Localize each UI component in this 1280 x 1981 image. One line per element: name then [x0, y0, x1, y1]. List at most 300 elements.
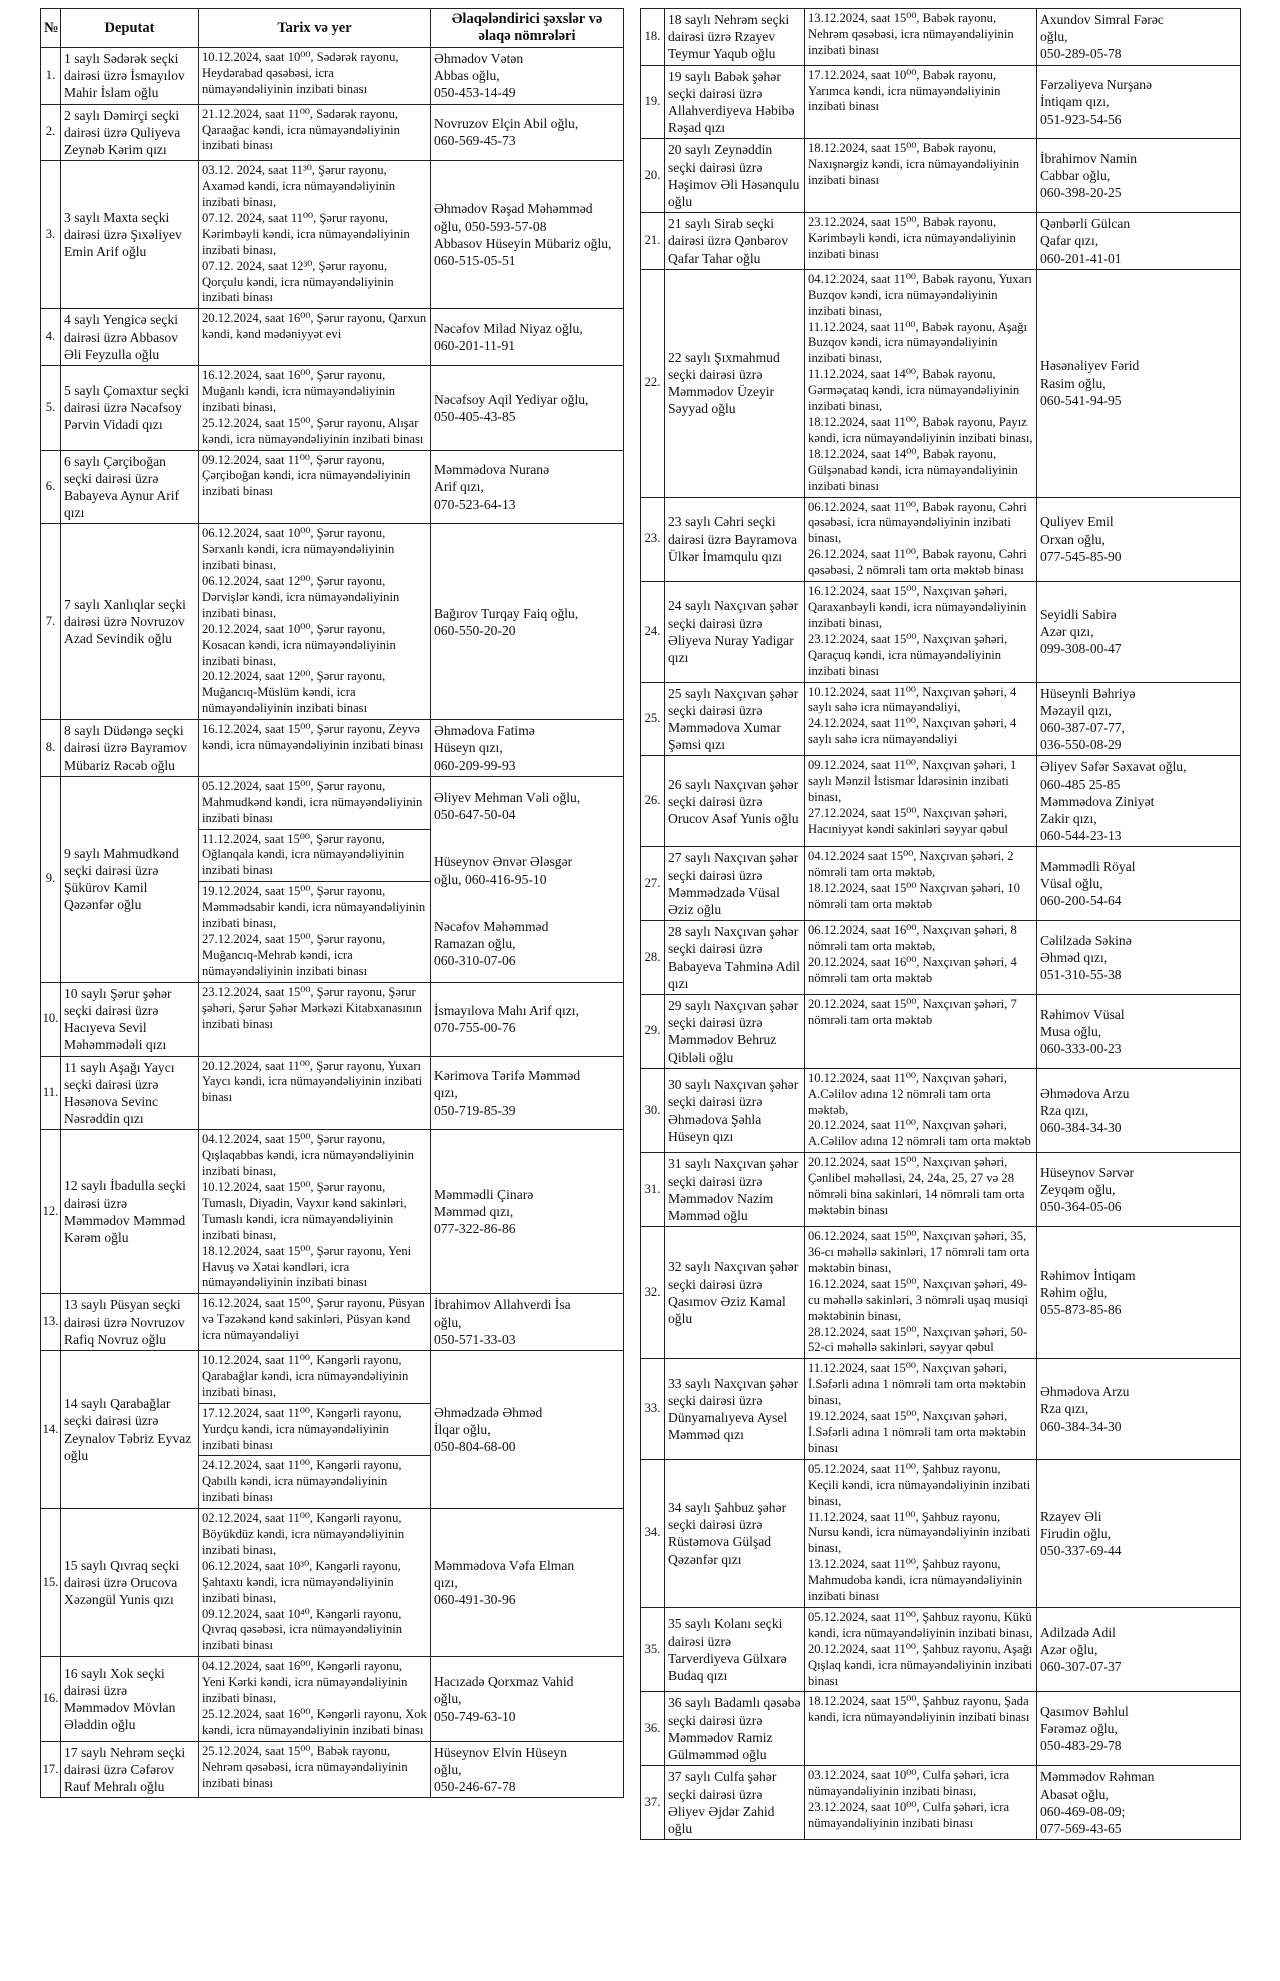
- contact-cell: [1037, 213, 1241, 270]
- contact-line: oğlu,: [1040, 29, 1068, 45]
- contact-line: 060-307-07-37: [1040, 1659, 1122, 1675]
- contact-group: [1040, 685, 1237, 754]
- contact-line: Hacızadə Qorxmaz Vahid: [434, 1674, 574, 1690]
- date-place-cell: [805, 847, 1037, 921]
- date-place-cell: [805, 1153, 1037, 1227]
- meeting-segment: [202, 311, 427, 343]
- meeting-segment: [202, 453, 427, 501]
- meeting-segment: [808, 11, 1033, 59]
- meeting-line: 20.12.2024, saat 11⁰⁰, Naxçıvan şəhəri, A.Cəlilov adına 12 nömrəli tam orta məktəb: [808, 1118, 1031, 1149]
- table-row: [641, 1607, 1241, 1692]
- contact-group: [434, 1067, 620, 1119]
- row-number: 4.: [41, 309, 61, 366]
- meeting-line: 17.12.2024, saat 10⁰⁰, Babək rayonu, Yarımca kəndi, icra nümayəndəliyinin inzibati binası: [808, 67, 1001, 114]
- contact-line: 050-289-05-78: [1040, 46, 1122, 62]
- meeting-segment: [202, 1296, 427, 1344]
- date-place-cell: [805, 1607, 1037, 1692]
- contact-cell: [1037, 1459, 1241, 1607]
- row-number: 32.: [641, 1227, 665, 1359]
- meeting-segment: [199, 881, 430, 979]
- meeting-line: 23.12.2024, saat 15⁰⁰, Naxçıvan şəhəri, Qaraçuq kəndi, icra nümayəndəliyinin inzibati binası: [808, 631, 1008, 678]
- meeting-line: 20.12.2024, saat 15⁰⁰, Naxçıvan şəhəri, 7 nömrəli tam orta məktəb: [808, 996, 1017, 1027]
- meeting-line: 27.12.2024, saat 15⁰⁰, Naxçıvan şəhəri, Hacıniyyət kəndi sakinləri səyyar qəbul: [808, 806, 1009, 836]
- contact-line: Rzayev Əli: [1040, 1508, 1102, 1524]
- date-place-cell: [805, 1459, 1037, 1607]
- contact-line: Məmmədova Vəfa Elman: [434, 1557, 575, 1573]
- contact-line: Məmmədova Ziniyət: [1040, 793, 1155, 809]
- contact-group: [434, 320, 620, 354]
- header-contact: Əlaqələndirici şəxslər və əlaqə nömrələri: [431, 9, 624, 48]
- table-row: [641, 1692, 1241, 1766]
- table-row: [41, 1741, 624, 1798]
- contact-line: 050-453-14-49: [434, 85, 516, 101]
- table-row: [41, 48, 624, 105]
- meeting-line: 18.12.2024, saat 15⁰⁰, Şahbuz rayonu, Şada kəndi, icra nümayəndəliyinin inzibati binası: [808, 1694, 1030, 1725]
- contact-line: Əhmədov Vətən: [434, 51, 524, 66]
- contact-line: Nəcəfov Məhəmməd: [434, 918, 549, 934]
- row-number: 8.: [41, 720, 61, 777]
- contact-cell: [1037, 1359, 1241, 1459]
- deputy-cell: 37 saylı Culfa şəhər seçki dairəsi üzrə Əliyev Əjdər Zahid oğlu: [665, 1766, 805, 1840]
- contact-line: Azər qızı,: [1040, 624, 1094, 640]
- contact-line: 060-200-54-64: [1040, 893, 1122, 909]
- row-number: 33.: [641, 1359, 665, 1459]
- contact-cell: [431, 161, 624, 309]
- date-place-cell: [805, 921, 1037, 995]
- row-number: 23.: [641, 497, 665, 582]
- row-number: 2.: [41, 104, 61, 161]
- contact-line: Orxan oğlu,: [1040, 531, 1105, 547]
- date-place-cell: [199, 309, 431, 366]
- contact-line: 077-322-86-86: [434, 1221, 516, 1237]
- date-place-cell: [805, 1227, 1037, 1359]
- contact-line: 060-201-11-91: [434, 338, 516, 354]
- meeting-segment: [202, 1132, 427, 1291]
- table-row: [641, 847, 1241, 921]
- date-place-cell: [805, 582, 1037, 682]
- table-row: [41, 1056, 624, 1130]
- contact-line: 060-569-45-73: [434, 133, 516, 149]
- contact-line: 060-485 25-85: [1040, 776, 1121, 792]
- deputy-cell: 1 saylı Sədərək seçki dairəsi üzrə İsmayılov Mahir İslam oğlu: [61, 48, 199, 105]
- contact-line: Rasim oğlu,: [1040, 375, 1106, 391]
- contact-line: oğlu,: [434, 1691, 462, 1707]
- contact-cell: [1037, 921, 1241, 995]
- contact-cell: [1037, 1766, 1241, 1840]
- date-place-cell: [805, 682, 1037, 756]
- meeting-line: 20.12.2024, saat 16⁰⁰, Naxçıvan şəhəri, 4 nömrəli tam orta məktəb: [808, 954, 1017, 985]
- contact-cell: [1037, 1068, 1241, 1153]
- contact-line: Hüseyn qızı,: [434, 740, 503, 756]
- row-number: 24.: [641, 582, 665, 682]
- table-row: [641, 756, 1241, 847]
- meeting-segment: [808, 685, 1033, 749]
- contact-line: Əliyev Səfər Səxavət oğlu,: [1040, 759, 1187, 775]
- meeting-line: 20.12.2024, saat 11⁰⁰, Şərur rayonu, Yuxarı Yaycı kəndi, icra nümayəndəliyinin inzibati binası: [202, 1058, 423, 1105]
- deputy-cell: 29 saylı Naxçıvan şəhər seçki dairəsi üzrə Məmmədov Behruz Qibləli oğlu: [665, 994, 805, 1068]
- contact-line: Əhmədova Arzu: [1040, 1384, 1130, 1400]
- deputy-cell: 21 saylı Sirab seçki dairəsi üzrə Qənbərov Qafar Tahar oğlu: [665, 213, 805, 270]
- contact-line: Rəhimov İntiqam: [1040, 1267, 1136, 1283]
- table-row: [41, 524, 624, 720]
- meeting-segment: [808, 1462, 1033, 1605]
- contact-line: 099-308-00-47: [1040, 641, 1122, 657]
- meeting-segment: [808, 997, 1033, 1029]
- contact-line: 050-483-29-78: [1040, 1738, 1122, 1754]
- contact-line: 050-647-50-04: [434, 807, 516, 823]
- contact-line: 070-523-64-13: [434, 496, 516, 512]
- contact-line: 060-387-07-77,: [1040, 719, 1125, 735]
- meeting-segment: [808, 584, 1033, 679]
- contact-cell: [431, 776, 624, 982]
- table-row: [41, 365, 624, 450]
- contact-line: 060-469-08-09;: [1040, 1803, 1126, 1819]
- meeting-line: 04.12.2024, saat 11⁰⁰, Babək rayonu, Yuxarı Buzqov kəndi, icra nümayəndəliyinin inzibati binası,: [808, 271, 1032, 318]
- meeting-line: 09.12.2024, saat 11⁰⁰, Naxçıvan şəhəri, 1 saylı Mənzil İstismar İdarəsinin inzibati binası,: [808, 758, 1017, 805]
- meeting-segment: [808, 141, 1033, 189]
- date-place-cell: [199, 1509, 431, 1657]
- contact-line: 050-246-67-78: [434, 1779, 516, 1795]
- meeting-line: 18.12.2024, saat 15⁰⁰ Naxçıvan şəhəri, 10 nömrəli tam orta məktəb: [808, 881, 1020, 912]
- contact-cell: [431, 1509, 624, 1657]
- contact-line: Məmməd qızı,: [434, 1204, 514, 1220]
- row-number: 5.: [41, 365, 61, 450]
- meeting-line: 19.12.2024, saat 15⁰⁰, Şərur rayonu, Məmmədsabir kəndi, icra nümayəndəliyinin inzibati binası,: [202, 884, 426, 931]
- contact-cell: [1037, 1153, 1241, 1227]
- meeting-segment: [808, 923, 1033, 987]
- meeting-segment: [808, 1361, 1033, 1456]
- contact-line: Axundov Simral Fərəc: [1040, 12, 1164, 27]
- contact-cell: [1037, 847, 1241, 921]
- deputy-cell: 8 saylı Düdəngə seçki dairəsi üzrə Bayramov Mübariz Rəcəb oğlu: [61, 720, 199, 777]
- contact-line: Quliyev Emil: [1040, 514, 1114, 530]
- contact-group: [1040, 1624, 1237, 1676]
- row-number: 18.: [641, 9, 665, 66]
- row-number: 20.: [641, 139, 665, 213]
- contact-line: Nəcəfov Milad Niyaz oğlu,: [434, 320, 583, 336]
- deputy-cell: 13 saylı Püsyan seçki dairəsi üzrə Novruzov Rafiq Novruz oğlu: [61, 1294, 199, 1351]
- row-number: 37.: [641, 1766, 665, 1840]
- contact-line: 077-545-85-90: [1040, 548, 1122, 564]
- table-row: [641, 682, 1241, 756]
- row-number: 13.: [41, 1294, 61, 1351]
- contact-cell: [431, 1056, 624, 1130]
- meeting-segment: [202, 50, 427, 98]
- contact-line: Bağırov Turqay Faiq oğlu,: [434, 605, 579, 621]
- contact-group: [434, 115, 620, 149]
- row-number: 35.: [641, 1607, 665, 1692]
- contact-line: Arif qızı,: [434, 479, 484, 495]
- contact-line: 060-491-30-96: [434, 1592, 516, 1608]
- deputy-cell: 22 saylı Şıxmahmud seçki dairəsi üzrə Məmmədov Üzeyir Səyyad oğlu: [665, 269, 805, 497]
- contact-group: [434, 1744, 620, 1796]
- contact-line: 050-804-68-00: [434, 1439, 516, 1455]
- contact-line: Məmmədli Çinarə: [434, 1187, 534, 1203]
- row-number: 21.: [641, 213, 665, 270]
- deputy-cell: 6 saylı Çərçiboğan seçki dairəsi üzrə Babayeva Aynur Arif qızı: [61, 450, 199, 524]
- meeting-line: 05.12.2024, saat 11⁰⁰, Şahbuz rayonu, Keçili kəndi, icra nümayəndəliyinin inzibati binası,: [808, 1461, 1031, 1508]
- date-place-cell: [199, 450, 431, 524]
- row-number: 22.: [641, 269, 665, 497]
- table-row: [641, 921, 1241, 995]
- contact-line: Musa oğlu,: [1040, 1023, 1102, 1039]
- contact-line: Nəcəfsoy Aqil Yediyar oğlu,: [434, 391, 589, 407]
- row-number: 11.: [41, 1056, 61, 1130]
- contact-line: Əhmədova Arzu: [1040, 1085, 1130, 1101]
- date-place-cell: [805, 1692, 1037, 1766]
- row-number: 28.: [641, 921, 665, 995]
- contact-cell: [1037, 1227, 1241, 1359]
- table-row: [41, 1350, 624, 1508]
- meeting-line: 11.12.2024, saat 15⁰⁰, Şərur rayonu, Oğlanqala kəndi, icra nümayəndəliyinin inzibati binası: [202, 831, 405, 878]
- date-place-cell: [199, 776, 431, 982]
- row-number: 31.: [641, 1153, 665, 1227]
- meeting-segment: [202, 1059, 427, 1107]
- date-place-cell: [199, 48, 431, 105]
- meeting-line: 07.12. 2024, saat 12³⁰, Şərur rayonu, Qorçulu kəndi, icra nümayəndəliyinin inzibati binası: [202, 258, 394, 305]
- contact-line: 050-571-33-03: [434, 1331, 516, 1347]
- table-row: [641, 65, 1241, 139]
- deputy-cell: 16 saylı Xok seçki dairəsi üzrə Məmmədov Mövlan Ələddin oğlu: [61, 1657, 199, 1742]
- contact-line: Məmmədova Nuranə: [434, 462, 550, 478]
- date-place-cell: [805, 213, 1037, 270]
- meeting-segment: [199, 829, 430, 880]
- contact-line: 060-550-20-20: [434, 622, 516, 638]
- contact-line: 060-544-23-13: [1040, 828, 1122, 844]
- contact-line: 060-209-99-93: [434, 757, 516, 773]
- meeting-line: 06.12.2024, saat 10³⁰, Kəngərli rayonu, Şahtaxtı kəndi, icra nümayəndəliyinin inzibati binası,: [202, 1558, 401, 1605]
- contact-cell: [1037, 582, 1241, 682]
- schedule-table-left: [40, 8, 624, 1798]
- meeting-segment: [808, 1229, 1033, 1356]
- table-right-column: [640, 8, 1240, 1840]
- contact-line: Qafar qızı,: [1040, 233, 1099, 249]
- date-place-cell: [199, 1350, 431, 1508]
- contact-line: 060-384-34-30: [1040, 1120, 1122, 1136]
- row-number: 6.: [41, 450, 61, 524]
- contact-cell: [431, 1294, 624, 1351]
- contact-group: [1040, 606, 1237, 658]
- contact-cell: [431, 720, 624, 777]
- header-place: Tarix və yer: [199, 9, 431, 48]
- deputy-cell: 33 saylı Naxçıvan şəhər seçki dairəsi üzrə Dünyamalıyeva Aysel Məmməd qızı: [665, 1359, 805, 1459]
- contact-group: [434, 789, 620, 823]
- contact-line: Əliyev Mehman Vəli oğlu,: [434, 790, 581, 806]
- meeting-segment: [202, 1511, 427, 1654]
- contact-line: Həsənəliyev Fərid: [1040, 358, 1140, 374]
- meeting-line: 10.12.2024, saat 11⁰⁰, Kəngərli rayonu, Qarabağlar kəndi, icra nümayəndəliyinin inzibati binası,: [202, 1352, 409, 1399]
- contact-cell: [431, 1657, 624, 1742]
- meeting-line: 25.12.2024, saat 15⁰⁰, Babək rayonu, Nehrəm qəsəbəsi, icra nümayəndəliyinin inzibati binası: [202, 1743, 408, 1790]
- meeting-line: 11.12.2024, saat 15⁰⁰, Naxçıvan şəhəri, İ.Səfərli adına 1 nömrəli tam orta məktəbin binası,: [808, 1361, 1026, 1408]
- meeting-segment: [808, 1155, 1033, 1219]
- meeting-line: 13.12.2024, saat 15⁰⁰, Babək rayonu, Nehrəm qəsəbəsi, icra nümayəndəliyinin inzibati binası: [808, 11, 1014, 57]
- meeting-line: 07.12. 2024, saat 11⁰⁰, Şərur rayonu, Kərimbəyli kəndi, icra nümayəndəliyinin inzibati binası,: [202, 210, 410, 257]
- deputy-cell: 19 saylı Babək şəhər seçki dairəsi üzrə Allahverdiyeva Həbibə Rəşad qızı: [665, 65, 805, 139]
- row-number: 26.: [641, 756, 665, 847]
- contact-line: Hüseynov Sərvər: [1040, 1164, 1135, 1180]
- contact-line: Əhmədzadə Əhməd: [434, 1404, 543, 1420]
- meeting-line: 20.12.2024, saat 10⁰⁰, Şərur rayonu, Kosacan kəndi, icra nümayəndəliyinin inzibati binası,: [202, 621, 396, 668]
- contact-line: Məzayil qızı,: [1040, 702, 1112, 718]
- contact-group: [1040, 76, 1237, 128]
- contact-line: Hüseynov Ənvər Ələsgər: [434, 854, 573, 870]
- meeting-segment: [202, 1353, 427, 1401]
- table-row: [641, 1068, 1241, 1153]
- table-left-column: [40, 8, 623, 1798]
- meeting-segment: [202, 526, 427, 717]
- contact-cell: [1037, 497, 1241, 582]
- deputy-cell: 5 saylı Çomaxtur seçki dairəsi üzrə Nəcəfsoy Pərvin Vidadi qızı: [61, 365, 199, 450]
- date-place-cell: [805, 139, 1037, 213]
- table-row: [41, 1294, 624, 1351]
- contact-line: qızı,: [434, 1575, 458, 1591]
- contact-line: Rəhimov Vüsal: [1040, 1006, 1125, 1022]
- date-place-cell: [805, 756, 1037, 847]
- meeting-segment: [808, 272, 1033, 495]
- table-row: [41, 309, 624, 366]
- contact-line: 060-310-07-06: [434, 953, 516, 969]
- row-number: 14.: [41, 1350, 61, 1508]
- meeting-segment: [808, 758, 1033, 838]
- table-header-row: [41, 9, 624, 48]
- contact-cell: [431, 450, 624, 524]
- contact-line: Cəlilzadə Səkinə: [1040, 932, 1132, 948]
- meeting-segment: [199, 1403, 430, 1454]
- meeting-line: 05.12.2024, saat 11⁰⁰, Şahbuz rayonu, Kükü kəndi, icra nümayəndəliyinin inzibati binası,: [808, 1609, 1033, 1640]
- deputy-cell: 26 saylı Naxçıvan şəhər seçki dairəsi üzrə Orucov Asəf Yunis oğlu: [665, 756, 805, 847]
- contact-line: Məmmədov Rəhman: [1040, 1769, 1155, 1785]
- deputy-cell: 28 saylı Naxçıvan şəhər seçki dairəsi üzrə Babayeva Təhminə Adil qızı: [665, 921, 805, 995]
- contact-cell: [1037, 994, 1241, 1068]
- row-number: 30.: [641, 1068, 665, 1153]
- contact-line: 050-405-43-85: [434, 408, 516, 424]
- date-place-cell: [199, 1130, 431, 1294]
- contact-cell: [1037, 1607, 1241, 1692]
- row-number: 27.: [641, 847, 665, 921]
- date-place-cell: [805, 269, 1037, 497]
- contact-group: [434, 1673, 620, 1725]
- meeting-line: 06.12.2024, saat 12⁰⁰, Şərur rayonu, Dərvişlər kəndi, icra nümayəndəliyinin inzibati binası,: [202, 574, 400, 620]
- meeting-line: 10.12.2024, saat 15⁰⁰, Şərur rayonu, Tumaslı, Diyadin, Vayxır kənd sakinləri, Tumaslı kəndi, icra nümayəndəliyinin inzibati binası,: [202, 1180, 407, 1242]
- meeting-line: 18.12.2024, saat 14⁰⁰, Babək rayonu, Gülşənabad kəndi, icra nümayəndəliyinin inzibati binası: [808, 446, 1018, 493]
- meeting-line: 06.12.2024, saat 11⁰⁰, Babək rayonu, Cəhri qəsəbəsi, icra nümayəndəliyinin inzibati binası,: [808, 499, 1027, 546]
- table-row: [41, 720, 624, 777]
- contact-cell: [1037, 9, 1241, 66]
- row-number: 36.: [641, 1692, 665, 1766]
- contact-line: 050-719-85-39: [434, 1102, 516, 1118]
- meeting-line: 20.12.2024, saat 11⁰⁰, Şahbuz rayonu, Aşağı Qışlaq kəndi, icra nümayəndəliyinin inzibati binası: [808, 1641, 1033, 1688]
- date-place-cell: [199, 1056, 431, 1130]
- table-row: [41, 1130, 624, 1294]
- meeting-line: 09.12.2024, saat 10⁴⁰, Kəngərli rayonu, Qıvraq qəsəbəsi, icra nümayəndəliyinin inzibati binası: [202, 1606, 403, 1653]
- contact-line: Cabbar oğlu,: [1040, 168, 1111, 184]
- deputy-cell: 2 saylı Dəmirçi seçki dairəsi üzrə Quliyeva Zeynəb Kərim qızı: [61, 104, 199, 161]
- contact-line: Qənbərli Gülcan: [1040, 216, 1131, 232]
- contact-group: [434, 918, 620, 970]
- date-place-cell: [199, 982, 431, 1056]
- contact-cell: [1037, 756, 1241, 847]
- deputy-cell: 34 saylı Şahbuz şəhər seçki dairəsi üzrə Rüstəmova Gülşad Qəzənfər qızı: [665, 1459, 805, 1607]
- meeting-segment: [808, 68, 1033, 116]
- deputy-cell: 24 saylı Naxçıvan şəhər seçki dairəsi üzrə Əliyeva Nuray Yadigar qızı: [665, 582, 805, 682]
- table-body-left: [41, 48, 624, 1798]
- contact-line: Hüseynli Bəhriyə: [1040, 685, 1136, 701]
- date-place-cell: [805, 994, 1037, 1068]
- date-place-cell: [199, 161, 431, 309]
- contact-line: oğlu,: [434, 1762, 462, 1778]
- contact-line: Rza qızı,: [1040, 1102, 1089, 1118]
- contact-group: [1040, 1006, 1237, 1058]
- contact-group: [1040, 858, 1237, 910]
- contact-line: 060-541-94-95: [1040, 392, 1122, 408]
- meeting-line: 18.12.2024, saat 11⁰⁰, Babək rayonu, Payız kəndi, icra nümayəndəliyinin inzibati binası,: [808, 415, 1033, 445]
- date-place-cell: [199, 104, 431, 161]
- deputy-cell: 31 saylı Naxçıvan şəhər seçki dairəsi üzrə Məmmədov Nazim Məmməd oğlu: [665, 1153, 805, 1227]
- meeting-line: 10.12.2024, saat 11⁰⁰, Naxçıvan şəhəri, A.Cəlilov adına 12 nömrəli tam orta məktəb,: [808, 1070, 1007, 1117]
- contact-line: oğlu,: [434, 1314, 462, 1330]
- deputy-cell: 7 saylı Xanlıqlar seçki dairəsi üzrə Novruzov Azad Sevindik oğlu: [61, 524, 199, 720]
- contact-line: Əhməd qızı,: [1040, 949, 1108, 965]
- contact-group: [434, 1186, 620, 1238]
- date-place-cell: [199, 524, 431, 720]
- table-row: [641, 1359, 1241, 1459]
- contact-line: 050-749-63-10: [434, 1708, 516, 1724]
- meeting-segment: [808, 849, 1033, 913]
- meeting-segment: [202, 163, 427, 306]
- contact-line: 036-550-08-29: [1040, 737, 1122, 753]
- meeting-line: 28.12.2024, saat 15⁰⁰, Naxçıvan şəhəri, 50-52-ci məhəllə sakinləri, səyyar qəbul: [808, 1324, 1028, 1355]
- contact-group: [1040, 1768, 1237, 1837]
- date-place-cell: [199, 365, 431, 450]
- contact-cell: [431, 1130, 624, 1294]
- row-number: 25.: [641, 682, 665, 756]
- meeting-line: 23.12.2024, saat 10⁰⁰, Culfa şəhəri, icra nümayəndəliyinin inzibati binası: [808, 1800, 1010, 1831]
- meeting-line: 26.12.2024, saat 11⁰⁰, Babək rayonu, Cəhri qəsəbəsi, 2 nömrəli tam orta məktəb binası: [808, 547, 1027, 578]
- meeting-line: 24.12.2024, saat 11⁰⁰, Naxçıvan şəhəri, 4 saylı sahə icra nümayəndəliyi: [808, 716, 1017, 747]
- date-place-cell: [805, 1766, 1037, 1840]
- date-place-cell: [199, 1657, 431, 1742]
- contact-line: 050-337-69-44: [1040, 1542, 1122, 1558]
- contact-line: Fərzəliyeva Nurşanə: [1040, 77, 1153, 93]
- contact-line: 055-873-85-86: [1040, 1302, 1122, 1318]
- deputy-cell: 11 saylı Aşağı Yaycı seçki dairəsi üzrə Həsənova Sevinc Nəsrəddin qızı: [61, 1056, 199, 1130]
- contact-line: Abbasov Hüseyin Mübariz oğlu, 060-515-05-51: [434, 235, 612, 268]
- meeting-line: 23.12.2024, saat 15⁰⁰, Şərur rayonu, Şərur şəhəri, Şərur Şəhər Mərkəzi Kitabxanasının inzibati binası: [202, 984, 422, 1031]
- meeting-segment: [202, 368, 427, 448]
- meeting-segment: [808, 1768, 1033, 1832]
- contact-group: [434, 1002, 620, 1036]
- row-number: 1.: [41, 48, 61, 105]
- meeting-segment: [808, 1071, 1033, 1151]
- table-row: [41, 1509, 624, 1657]
- table-body-right: [641, 9, 1241, 1840]
- table-row: [641, 1766, 1241, 1840]
- contact-line: 060-333-00-23: [1040, 1040, 1122, 1056]
- contact-cell: [431, 1350, 624, 1508]
- meeting-line: 16.12.2024, saat 16⁰⁰, Şərur rayonu, Muğanlı kəndi, icra nümayəndəliyinin inzibati binası,: [202, 367, 396, 414]
- contact-line: Fərəməz oğlu,: [1040, 1721, 1118, 1737]
- contact-group: [1040, 1164, 1237, 1216]
- meeting-line: 11.12.2024, saat 14⁰⁰, Babək rayonu, Gərməçataq kəndi, icra nümayəndəliyinin inzibati binası,: [808, 367, 1020, 414]
- contact-line: İntiqam qızı,: [1040, 94, 1110, 110]
- contact-line: qızı,: [434, 1085, 458, 1101]
- contact-line: Rəhim oğlu,: [1040, 1285, 1108, 1301]
- row-number: 12.: [41, 1130, 61, 1294]
- meeting-segment: [202, 779, 427, 827]
- row-number: 10.: [41, 982, 61, 1056]
- meeting-line: 02.12.2024, saat 11⁰⁰, Kəngərli rayonu, Böyükdüz kəndi, icra nümayəndəliyinin inzibati binası,: [202, 1511, 405, 1557]
